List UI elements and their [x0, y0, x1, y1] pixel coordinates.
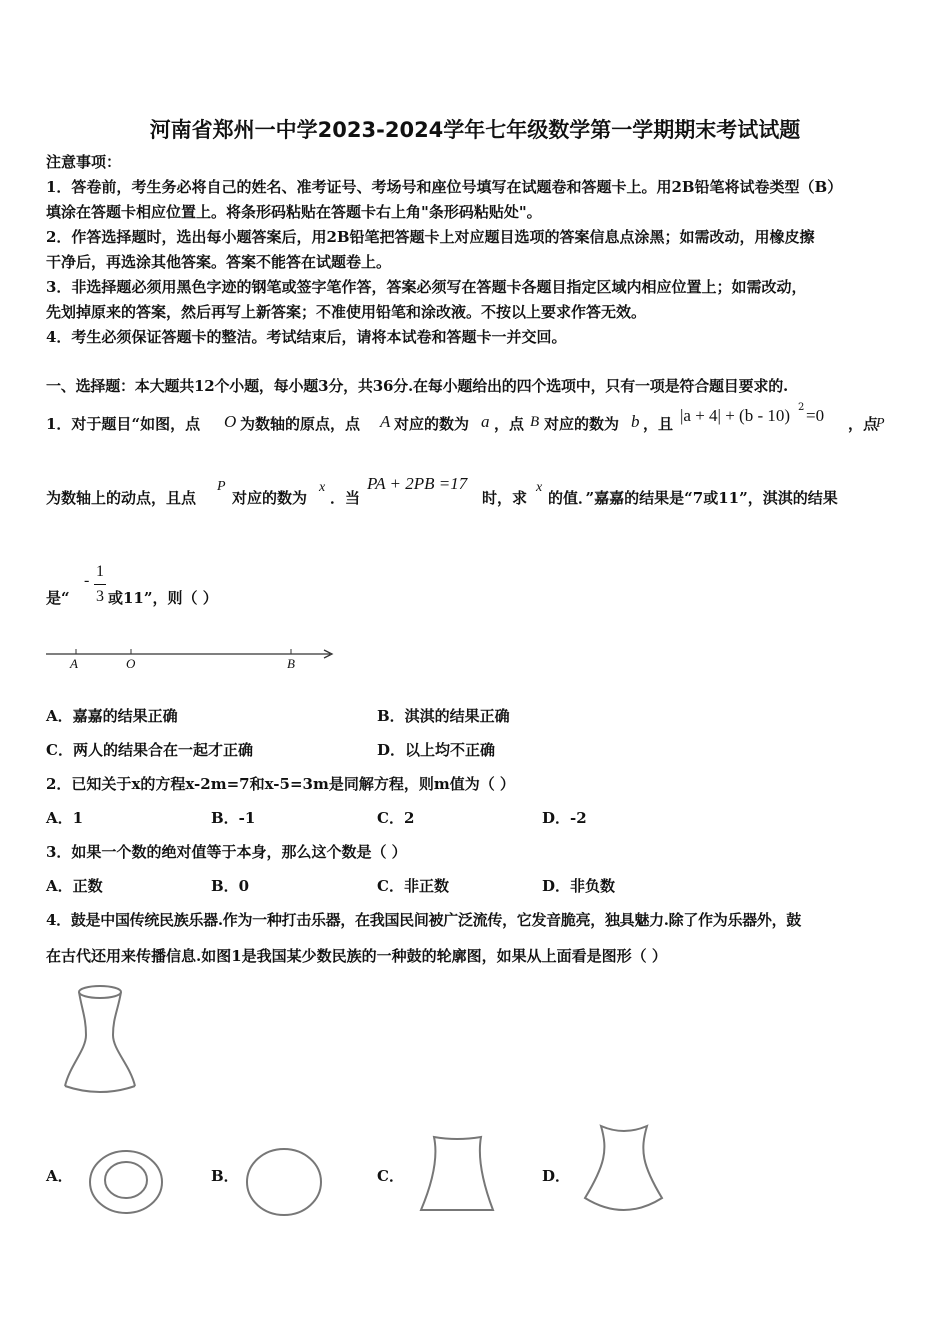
axis-label-O: O — [126, 656, 136, 671]
q4-option-a-label[interactable]: A． — [46, 1167, 73, 1185]
q1-text: 或11”，则（ ） — [108, 589, 218, 607]
q1-text: 对应的数为 — [232, 489, 308, 507]
q1-text: 为数轴上的动点，且点 — [46, 489, 197, 507]
q1-var-B: B — [530, 414, 540, 430]
q1-text: 对应的数为 — [394, 415, 470, 433]
q1-text: ，点 — [848, 415, 879, 433]
q1-equation: |a + 4| + (b - 10) — [680, 406, 791, 425]
fraction-minus: - — [84, 572, 90, 589]
q3-option-b[interactable]: B．0 — [211, 877, 250, 895]
fraction-numerator: 1 — [96, 563, 104, 580]
page-title: 河南省郑州一中学2023-2024学年七年级数学第一学期期末考试试题 — [149, 118, 801, 142]
q1-var-A: A — [380, 412, 391, 431]
q1-var-b: b — [631, 412, 640, 431]
q1-var-P: P — [217, 479, 226, 494]
q4-option-d-label[interactable]: D． — [542, 1167, 571, 1185]
q1-option-b[interactable]: B．淇淇的结果正确 — [377, 707, 510, 725]
q1-text: 对应的数为 — [544, 415, 620, 433]
q1-text: ．当 — [330, 489, 361, 507]
axis-label-A: A — [70, 656, 78, 671]
q1-option-d[interactable]: D．以上均不正确 — [377, 741, 496, 759]
q1-text: ，点 — [494, 415, 525, 433]
q1-equation-exponent: 2 — [798, 402, 805, 413]
q1-var-P: P — [876, 416, 885, 431]
option-c-figure — [421, 1137, 493, 1210]
q1-var-x: x — [536, 480, 543, 495]
q1-var-x: x — [319, 480, 326, 495]
q4-option-b-label[interactable]: B． — [211, 1167, 239, 1185]
q3-stem: 3．如果一个数的绝对值等于本身，那么这个数是（ ） — [46, 843, 407, 861]
q1-text: 时，求 — [482, 489, 528, 507]
q1-equation2: PA + 2PB =17 — [367, 474, 468, 493]
q1-text: 是“ — [46, 589, 70, 607]
drum-figure — [65, 986, 135, 1092]
q3-option-c[interactable]: C．非正数 — [377, 877, 449, 895]
notice-line: 先划掉原来的答案，然后再写上新答案；不准使用铅笔和涂改液。不按以上要求作答无效。 — [46, 303, 647, 321]
q1-text: ，且 — [643, 415, 674, 433]
option-a-figure — [90, 1151, 162, 1213]
q2-option-d[interactable]: D．-2 — [542, 809, 587, 827]
q1-text: 的值．”嘉嘉的结果是“7或11”，淇淇的结果 — [548, 489, 838, 507]
axis-label-B: B — [287, 656, 295, 671]
section-heading: 一、选择题：本大题共12个小题，每小题3分，共36分.在每小题给出的四个选项中，只有一项是符合题目要求的. — [46, 377, 789, 395]
q3-option-a[interactable]: A．正数 — [46, 877, 103, 895]
q1-var-O: O — [224, 412, 237, 431]
notice-line: 填涂在答题卡相应位置上。将条形码粘贴在答题卡右上角"条形码粘贴处"。 — [46, 203, 542, 221]
notice-line: 1．答卷前，考生务必将自己的姓名、准考证号、考场号和座位号填写在试题卷和答题卡上。用2B铅笔将试卷类型（B） — [46, 178, 843, 196]
notice-line: 3．非选择题必须用黑色字迹的钢笔或签字笔作答，答案必须写在答题卡各题目指定区域内相应位置上；如需改动， — [46, 278, 807, 296]
fraction-denominator: 3 — [96, 588, 104, 605]
q4-stem-line1: 4．鼓是中国传统民族乐器.作为一种打击乐器，在我国民间被广泛流传，它发音脆亮，独具魅力.除了作为乐器外，鼓 — [46, 911, 801, 929]
q1-option-c[interactable]: C．两人的结果合在一起才正确 — [46, 741, 253, 759]
q2-option-c[interactable]: C．2 — [377, 809, 415, 827]
q2-option-b[interactable]: B．-1 — [211, 809, 256, 827]
option-d-figure — [585, 1126, 662, 1210]
q3-option-d[interactable]: D．非负数 — [542, 877, 616, 895]
q4-option-c-label[interactable]: C． — [377, 1167, 404, 1185]
notice-line: 干净后，再选涂其他答案。答案不能答在试题卷上。 — [46, 253, 392, 271]
notice-line: 2．作答选择题时，选出每小题答案后，用2B铅笔把答题卡上对应题目选项的答案信息点涂黑；如需改动，用橡皮擦 — [46, 228, 815, 246]
q1-var-a: a — [481, 412, 490, 431]
q1-equation-rhs: =0 — [806, 406, 825, 425]
q2-stem: 2．已知关于x的方程x-2m=7和x-5=3m是同解方程，则m值为（ ） — [46, 775, 515, 793]
option-b-figure — [247, 1149, 321, 1215]
q1-text: 1．对于题目“如图，点 — [46, 415, 201, 433]
q1-option-a[interactable]: A．嘉嘉的结果正确 — [46, 707, 178, 725]
q2-option-a[interactable]: A．1 — [46, 809, 84, 827]
q1-text: 为数轴的原点，点 — [240, 415, 361, 433]
notice-line: 4．考生必须保证答题卡的整洁。考试结束后，请将本试卷和答题卡一并交回。 — [46, 328, 567, 346]
notice-heading: 注意事项： — [46, 153, 122, 171]
q4-stem-line2: 在古代还用来传播信息.如图1是我国某少数民族的一种鼓的轮廓图，如果从上面看是图形（ ） — [46, 947, 667, 965]
